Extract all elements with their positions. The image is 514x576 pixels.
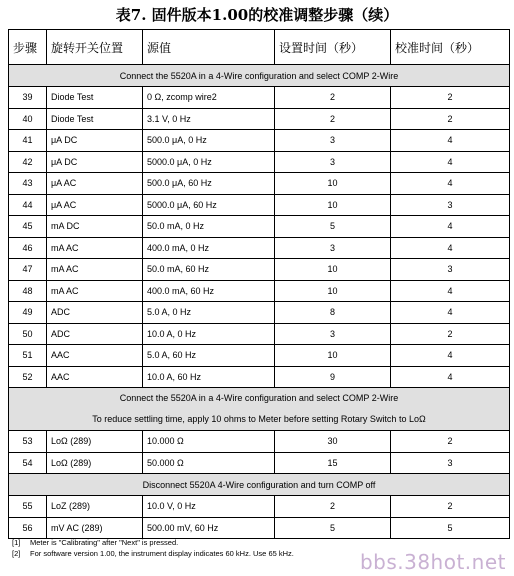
col-header-settle-time: 设置时间（秒） (275, 30, 391, 65)
col-header-rotary-switch: 旋转开关位置 (47, 30, 143, 65)
step-cell: 53 (9, 431, 47, 453)
table-row (9, 108, 510, 130)
settle-time-cell: 10 (275, 259, 391, 281)
table-row (9, 173, 510, 195)
source-cell: 50.0 mA, 60 Hz (143, 259, 275, 281)
step-cell: 45 (9, 216, 47, 238)
settle-time-cell: 3 (275, 130, 391, 152)
source-cell: 500.0 μA, 0 Hz (143, 130, 275, 152)
rotary-switch-cell: LoΩ (289) (47, 431, 143, 453)
table-row (9, 151, 510, 173)
table-body (9, 65, 510, 539)
rotary-switch-cell: LoZ (289) (47, 496, 143, 518)
section-line: To reduce settling time, apply 10 ohms to Meter before setting Rotary Switch to LoΩ (92, 414, 426, 424)
watermark: bbs.38hot.net (359, 550, 506, 574)
rotary-switch-cell: mA AC (47, 259, 143, 281)
table-row (9, 194, 510, 216)
cal-time-cell: 2 (391, 108, 510, 130)
rotary-switch-cell: μA DC (47, 130, 143, 152)
settle-time-cell: 10 (275, 194, 391, 216)
cal-time-cell: 2 (391, 323, 510, 345)
source-cell: 0 Ω, zcomp wire2 (143, 87, 275, 109)
cal-time-cell: 2 (391, 431, 510, 453)
table-row (9, 216, 510, 238)
source-cell: 5.0 A, 0 Hz (143, 302, 275, 324)
section-row (9, 65, 510, 87)
table-row (9, 345, 510, 367)
col-header-step: 步骤 (9, 30, 47, 65)
rotary-switch-cell: mV AC (289) (47, 517, 143, 539)
settle-time-cell: 5 (275, 517, 391, 539)
step-cell: 55 (9, 496, 47, 518)
footnotes (12, 537, 294, 559)
section-row (9, 388, 510, 431)
section-line: Disconnect 5520A 4-Wire configuration and turn COMP off (142, 479, 376, 490)
cal-time-cell: 4 (391, 302, 510, 324)
section-line: Connect the 5520A in a 4-Wire configuration and select COMP 2-Wire (119, 393, 399, 403)
table-row (9, 366, 510, 388)
step-cell: 41 (9, 130, 47, 152)
source-cell: 10.0 A, 0 Hz (143, 323, 275, 345)
step-cell: 50 (9, 323, 47, 345)
rotary-switch-cell: ADC (47, 302, 143, 324)
table-row (9, 323, 510, 345)
rotary-switch-cell: mA AC (47, 237, 143, 259)
settle-time-cell: 30 (275, 431, 391, 453)
source-cell: 50.000 Ω (143, 452, 275, 474)
step-cell: 44 (9, 194, 47, 216)
rotary-switch-cell: μA AC (47, 194, 143, 216)
source-cell: 10.0 V, 0 Hz (143, 496, 275, 518)
settle-time-cell: 3 (275, 151, 391, 173)
calibration-table (8, 29, 510, 539)
settle-time-cell: 5 (275, 216, 391, 238)
cal-time-cell: 4 (391, 130, 510, 152)
table-row (9, 280, 510, 302)
rotary-switch-cell: mA DC (47, 216, 143, 238)
settle-time-cell: 8 (275, 302, 391, 324)
source-cell: 3.1 V, 0 Hz (143, 108, 275, 130)
rotary-switch-cell: AAC (47, 366, 143, 388)
rotary-switch-cell: μA DC (47, 151, 143, 173)
settle-time-cell: 10 (275, 173, 391, 195)
rotary-switch-cell: μA AC (47, 173, 143, 195)
source-cell: 500.00 mV, 60 Hz (143, 517, 275, 539)
rotary-switch-cell: AAC (47, 345, 143, 367)
table-row (9, 87, 510, 109)
rotary-switch-cell: mA AC (47, 280, 143, 302)
col-header-source: 源值 (143, 30, 275, 65)
rotary-switch-cell: Diode Test (47, 87, 143, 109)
table-row (9, 496, 510, 518)
cal-time-cell: 4 (391, 151, 510, 173)
source-cell: 5.0 A, 60 Hz (143, 345, 275, 367)
rotary-switch-cell: Diode Test (47, 108, 143, 130)
settle-time-cell: 3 (275, 237, 391, 259)
source-cell: 50.0 mA, 0 Hz (143, 216, 275, 238)
section-instruction (9, 388, 510, 431)
cal-time-cell: 4 (391, 237, 510, 259)
source-cell: 500.0 μA, 60 Hz (143, 173, 275, 195)
table-row (9, 431, 510, 453)
cal-time-cell: 4 (391, 345, 510, 367)
cal-time-cell: 2 (391, 87, 510, 109)
step-cell: 48 (9, 280, 47, 302)
cal-time-cell: 4 (391, 173, 510, 195)
cal-time-cell: 2 (391, 496, 510, 518)
step-cell: 52 (9, 366, 47, 388)
step-cell: 51 (9, 345, 47, 367)
step-cell: 56 (9, 517, 47, 539)
section-line: Connect the 5520A in a 4-Wire configuration and select COMP 2-Wire (119, 70, 399, 81)
step-cell: 42 (9, 151, 47, 173)
cal-time-cell: 4 (391, 216, 510, 238)
header-row (9, 30, 510, 65)
source-cell: 10.000 Ω (143, 431, 275, 453)
source-cell: 400.0 mA, 0 Hz (143, 237, 275, 259)
table-row (9, 452, 510, 474)
cal-time-cell: 3 (391, 452, 510, 474)
step-cell: 46 (9, 237, 47, 259)
rotary-switch-cell: ADC (47, 323, 143, 345)
step-cell: 47 (9, 259, 47, 281)
table-row (9, 130, 510, 152)
cal-time-cell: 4 (391, 366, 510, 388)
step-cell: 49 (9, 302, 47, 324)
table-row (9, 517, 510, 539)
step-cell: 43 (9, 173, 47, 195)
step-cell: 54 (9, 452, 47, 474)
section-instruction (9, 65, 510, 87)
cal-time-cell: 5 (391, 517, 510, 539)
settle-time-cell: 3 (275, 323, 391, 345)
col-header-cal-time: 校准时间（秒） (391, 30, 510, 65)
settle-time-cell: 10 (275, 345, 391, 367)
settle-time-cell: 2 (275, 87, 391, 109)
settle-time-cell: 9 (275, 366, 391, 388)
cal-time-cell: 3 (391, 194, 510, 216)
settle-time-cell: 2 (275, 496, 391, 518)
section-instruction (9, 474, 510, 496)
source-cell: 5000.0 μA, 60 Hz (143, 194, 275, 216)
source-cell: 10.0 A, 60 Hz (143, 366, 275, 388)
settle-time-cell: 2 (275, 108, 391, 130)
step-cell: 39 (9, 87, 47, 109)
table-title: 表7. 固件版本1.00的校准调整步骤（续） (115, 6, 399, 24)
section-row (9, 474, 510, 496)
table-row (9, 259, 510, 281)
footnote: [1] Meter is "Calibrating" after "Next" is pressed. (12, 538, 179, 547)
source-cell: 400.0 mA, 60 Hz (143, 280, 275, 302)
source-cell: 5000.0 μA, 0 Hz (143, 151, 275, 173)
rotary-switch-cell: LoΩ (289) (47, 452, 143, 474)
settle-time-cell: 15 (275, 452, 391, 474)
cal-time-cell: 3 (391, 259, 510, 281)
step-cell: 40 (9, 108, 47, 130)
footnote: [2] For software version 1.00, the instrument display indicates 60 kHz. Use 65 kHz. (12, 549, 294, 558)
table-row (9, 302, 510, 324)
settle-time-cell: 10 (275, 280, 391, 302)
cal-time-cell: 4 (391, 280, 510, 302)
table-row (9, 237, 510, 259)
